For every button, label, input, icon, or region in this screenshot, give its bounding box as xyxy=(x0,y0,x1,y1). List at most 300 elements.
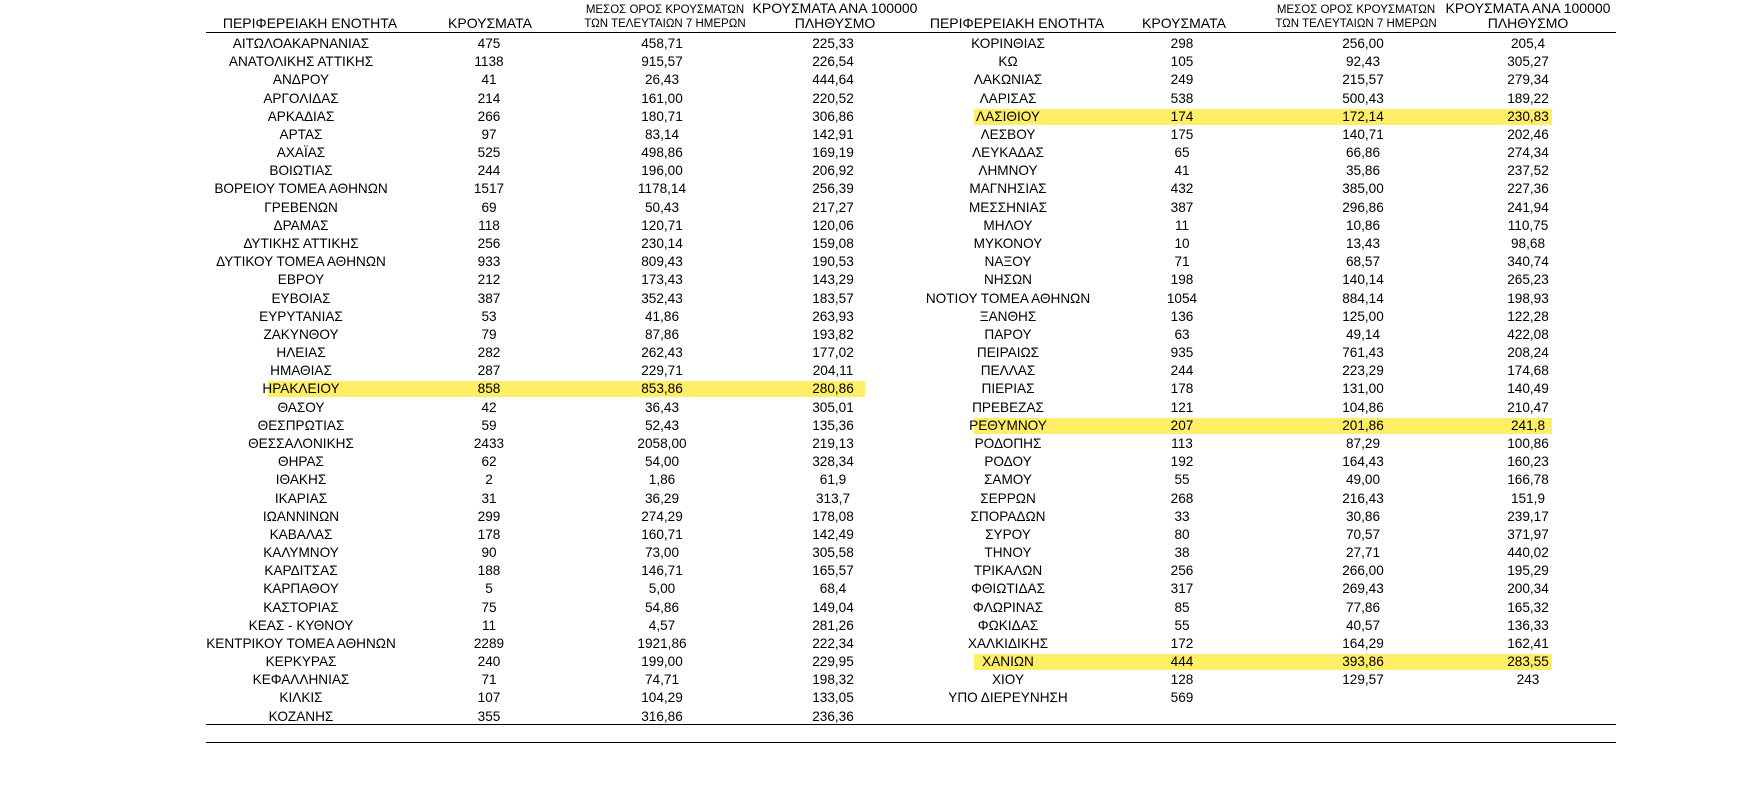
cell-avg7: 316,86 xyxy=(641,708,683,724)
cell-region: ΚΕΑΣ - ΚΥΘΝΟΥ xyxy=(248,617,354,633)
cell-region: ΞΑΝΘΗΣ xyxy=(979,308,1037,324)
cell-per100k: 237,52 xyxy=(1507,163,1549,179)
cell-cases: 53 xyxy=(481,308,497,324)
cell-cases: 71 xyxy=(1174,254,1190,270)
cell-avg7: 36,43 xyxy=(644,399,680,415)
cell-cases: 136 xyxy=(1170,308,1194,324)
cell-region: ΦΛΩΡΙΝΑΣ xyxy=(972,599,1044,615)
right-header-avg7-line1: ΜΕΣΟΣ ΟΡΟΣ ΚΡΟΥΣΜΑΤΩΝ xyxy=(1276,4,1436,16)
cell-per100k: 174,68 xyxy=(1507,363,1549,379)
cell-region: ΠΑΡΟΥ xyxy=(984,326,1032,342)
cell-per100k: 239,17 xyxy=(1507,508,1549,524)
cell-cases: 192 xyxy=(1170,454,1194,470)
cell-per100k: 198,93 xyxy=(1507,290,1549,306)
cell-region: ΛΕΥΚΑΔΑΣ xyxy=(972,145,1044,161)
cell-cases: 174 xyxy=(1170,108,1194,124)
cell-avg7: 129,57 xyxy=(1342,672,1384,688)
table-row xyxy=(0,53,1758,71)
cell-avg7: 180,71 xyxy=(641,108,683,124)
right-header-per100k-line1: ΚΡΟΥΣΜΑΤΑ ΑΝΑ 100000 xyxy=(1445,0,1611,16)
cell-region: ΛΑΡΙΣΑΣ xyxy=(979,90,1037,106)
cell-region: ΚΑΡΠΑΘΟΥ xyxy=(263,581,339,597)
left-header-per100k-line2: ΠΛΗΘΥΣΜΟ xyxy=(794,15,876,31)
cell-region: ΦΩΚΙΔΑΣ xyxy=(977,617,1039,633)
cell-cases: 212 xyxy=(477,272,501,288)
table-row xyxy=(0,326,1758,344)
cell-cases: 2433 xyxy=(473,435,505,451)
cell-per100k: 305,58 xyxy=(812,545,854,561)
cell-avg7: 256,00 xyxy=(1342,36,1384,51)
cell-avg7: 274,29 xyxy=(641,508,683,524)
cell-avg7: 266,00 xyxy=(1342,563,1384,579)
table-row xyxy=(0,71,1758,89)
cell-avg7: 2058,00 xyxy=(637,435,687,451)
cell-avg7: 352,43 xyxy=(641,290,683,306)
cell-cases: 107 xyxy=(477,690,501,706)
cell-region: ΔΥΤΙΚΟΥ ΤΟΜΕΑ ΑΘΗΝΩΝ xyxy=(216,254,386,270)
left-header-cases-text: ΚΡΟΥΣΜΑΤΑ xyxy=(448,15,532,31)
cell-per100k: 165,32 xyxy=(1507,599,1549,615)
right-header-region-text: ΠΕΡΙΦΕΡΕΙΑΚΗ ΕΝΟΤΗΤΑ xyxy=(929,15,1105,31)
cell-region: ΧΙΟΥ xyxy=(991,672,1025,688)
cell-region: ΚΟΡΙΝΘΙΑΣ xyxy=(971,36,1045,51)
cell-cases: 475 xyxy=(477,36,501,51)
table-row xyxy=(0,526,1758,544)
cell-per100k: 210,47 xyxy=(1507,399,1549,415)
cell-cases: 387 xyxy=(1170,199,1194,215)
cell-avg7: 458,71 xyxy=(641,36,683,51)
cell-avg7: 160,71 xyxy=(641,526,683,542)
cell-region: ΧΑΝΙΩΝ xyxy=(982,654,1034,670)
cell-avg7: 66,86 xyxy=(1345,145,1381,161)
cell-avg7: 87,86 xyxy=(644,326,680,342)
cell-avg7: 161,00 xyxy=(641,90,683,106)
cell-per100k: 135,36 xyxy=(812,417,854,433)
cell-region: ΑΡΓΟΛΙΔΑΣ xyxy=(263,90,339,106)
table-row xyxy=(0,308,1758,326)
cell-per100k: 230,83 xyxy=(1507,108,1549,124)
cell-per100k: 206,92 xyxy=(812,163,854,179)
table-row xyxy=(0,380,1758,398)
cell-cases: 105 xyxy=(1170,54,1194,70)
cell-cases: 118 xyxy=(478,217,500,233)
cell-per100k: 178,08 xyxy=(812,508,854,524)
cell-region: ΠΕΛΛΑΣ xyxy=(980,363,1036,379)
cell-cases: 525 xyxy=(477,145,501,161)
cell-region: ΝΑΞΟΥ xyxy=(984,254,1032,270)
table-row xyxy=(0,144,1758,162)
cell-avg7: 196,00 xyxy=(641,163,683,179)
cell-per100k: 217,27 xyxy=(812,199,854,215)
cell-per100k: 136,33 xyxy=(1507,617,1549,633)
cell-per100k: 444,64 xyxy=(812,72,854,88)
cell-region: ΑΝΔΡΟΥ xyxy=(272,72,330,88)
cell-per100k: 208,24 xyxy=(1507,345,1549,361)
right-header-per100k-line2: ΠΛΗΘΥΣΜΟ xyxy=(1487,15,1569,31)
cell-per100k: 243 xyxy=(1516,672,1540,688)
cell-per100k: 162,41 xyxy=(1507,635,1549,651)
cell-region: ΒΟΡΕΙΟΥ ΤΟΜΕΑ ΑΘΗΝΩΝ xyxy=(214,181,388,197)
cell-avg7: 223,29 xyxy=(1342,363,1384,379)
cell-avg7: 140,71 xyxy=(1342,126,1384,142)
table-row xyxy=(0,508,1758,526)
cell-avg7: 296,86 xyxy=(1342,199,1384,215)
cell-per100k xyxy=(1478,689,1578,707)
cell-region: ΤΗΝΟΥ xyxy=(984,545,1032,561)
cell-region: ΡΕΘΥΜΝΟΥ xyxy=(969,417,1047,433)
table-row xyxy=(0,180,1758,198)
cell-avg7: 761,43 xyxy=(1342,345,1384,361)
cell-cases: 175 xyxy=(1170,126,1194,142)
cell-avg7: 35,86 xyxy=(1345,163,1381,179)
cell-region: ΜΑΓΝΗΣΙΑΣ xyxy=(969,181,1047,197)
left-header-region-text: ΠΕΡΙΦΕΡΕΙΑΚΗ ΕΝΟΤΗΤΑ xyxy=(222,15,398,31)
cell-cases: 569 xyxy=(1170,690,1194,706)
cell-cases: 198 xyxy=(1170,272,1194,288)
cell-cases: 69 xyxy=(481,199,497,215)
cell-cases: 113 xyxy=(1171,435,1193,451)
cell-region: ΧΑΛΚΙΔΙΚΗΣ xyxy=(967,635,1049,651)
cell-per100k: 190,53 xyxy=(812,254,854,270)
cell-avg7: 1,86 xyxy=(648,472,676,488)
cell-region: ΘΑΣΟΥ xyxy=(277,399,325,415)
table-row xyxy=(0,90,1758,108)
cell-avg7: 77,86 xyxy=(1345,599,1381,615)
left-header-region xyxy=(210,16,410,31)
cell-region: ΛΑΣΙΘΙΟΥ xyxy=(976,108,1040,124)
cell-region: ΙΚΑΡΙΑΣ xyxy=(274,490,328,506)
cell-avg7: 36,29 xyxy=(644,490,680,506)
cell-per100k: 280,86 xyxy=(812,381,854,397)
cell-avg7: 884,14 xyxy=(1342,290,1384,306)
cell-region: ΠΕΙΡΑΙΩΣ xyxy=(976,345,1040,361)
cell-cases: 299 xyxy=(477,508,501,524)
cell-region: ΣΠΟΡΑΔΩΝ xyxy=(970,508,1046,524)
cell-region: ΡΟΔΟΠΗΣ xyxy=(974,435,1042,451)
cell-cases: 2 xyxy=(485,472,493,488)
cell-region: ΑΡΤΑΣ xyxy=(279,126,323,142)
cell-avg7: 500,43 xyxy=(1342,90,1384,106)
cell-region: ΥΠΟ ΔΙΕΡΕΥΝΗΣΗ xyxy=(948,690,1068,706)
cell-per100k: 226,54 xyxy=(812,54,854,70)
cell-cases: 256 xyxy=(477,235,501,251)
cell-per100k: 440,02 xyxy=(1507,545,1549,561)
cell-region: ΗΡΑΚΛΕΙΟΥ xyxy=(262,381,340,397)
cell-cases: 55 xyxy=(1174,472,1190,488)
cell-per100k: 227,36 xyxy=(1507,181,1549,197)
right-header-cases-text: ΚΡΟΥΣΜΑΤΑ xyxy=(1142,15,1226,31)
cell-region: ΝΟΤΙΟΥ ΤΟΜΕΑ ΑΘΗΝΩΝ xyxy=(925,290,1091,306)
cell-cases: 63 xyxy=(1174,326,1190,342)
cell-per100k: 241,8 xyxy=(1510,417,1546,433)
cell-cases: 538 xyxy=(1170,90,1194,106)
cell-avg7: 73,00 xyxy=(644,545,680,561)
table-row xyxy=(0,617,1758,635)
cell-avg7: 104,86 xyxy=(1342,399,1384,415)
cell-region: ΚΕΝΤΡΙΚΟΥ ΤΟΜΕΑ ΑΘΗΝΩΝ xyxy=(206,635,396,651)
cell-cases: 249 xyxy=(1170,72,1194,88)
cell-cases: 432 xyxy=(1170,181,1194,197)
cell-region: ΚΑΡΔΙΤΣΑΣ xyxy=(264,563,338,579)
cell-cases: 172 xyxy=(1170,635,1194,651)
cell-cases: 1517 xyxy=(473,181,505,197)
cell-avg7: 229,71 xyxy=(641,363,683,379)
cell-per100k: 149,04 xyxy=(812,599,854,615)
cell-avg7: 164,43 xyxy=(1342,454,1384,470)
cell-avg7: 83,14 xyxy=(644,126,680,142)
right-header-region xyxy=(917,16,1117,31)
cell-region: ΑΙΤΩΛΟΑΚΑΡΝΑΝΙΑΣ xyxy=(232,36,370,51)
cell-avg7: 50,43 xyxy=(644,199,680,215)
cell-cases: 65 xyxy=(1174,145,1190,161)
cell-avg7: 49,14 xyxy=(1345,326,1381,342)
right-header-cases xyxy=(1134,16,1234,31)
cell-avg7 xyxy=(1303,689,1423,707)
cell-cases: 188 xyxy=(477,563,501,579)
cell-avg7: 26,43 xyxy=(644,72,680,88)
cell-cases: 75 xyxy=(481,599,497,615)
cell-region: ΜΕΣΣΗΝΙΑΣ xyxy=(968,199,1048,215)
cell-cases: 71 xyxy=(481,672,497,688)
cell-cases: 244 xyxy=(477,163,501,179)
table-row xyxy=(0,399,1758,417)
cell-per100k: 279,34 xyxy=(1507,72,1549,88)
cell-cases: 11 xyxy=(481,617,497,633)
header-rule xyxy=(206,32,1616,33)
cell-per100k: 68,4 xyxy=(819,581,847,597)
cell-per100k: 220,52 xyxy=(812,90,854,106)
cell-region: ΚΑΒΑΛΑΣ xyxy=(269,526,333,542)
cell-per100k: 120,06 xyxy=(812,217,854,233)
cell-cases: 244 xyxy=(1170,363,1194,379)
cell-per100k: 241,94 xyxy=(1507,199,1549,215)
cell-avg7: 393,86 xyxy=(1342,654,1384,670)
cell-cases: 10 xyxy=(1174,235,1190,251)
cell-region: ΑΧΑΪΑΣ xyxy=(276,145,326,161)
right-header-avg7-line2: ΤΩΝ ΤΕΛΕΥΤΑΙΩΝ 7 ΗΜΕΡΩΝ xyxy=(1275,18,1437,30)
cell-per100k: 422,08 xyxy=(1507,326,1549,342)
cell-avg7: 230,14 xyxy=(641,235,683,251)
cell-region: ΡΟΔΟΥ xyxy=(984,454,1032,470)
cell-cases: 298 xyxy=(1170,36,1194,51)
cell-region: ΕΥΒΟΙΑΣ xyxy=(271,290,331,306)
cell-per100k: 236,36 xyxy=(812,708,854,724)
cell-region: ΚΕΦΑΛΛΗΝΙΑΣ xyxy=(252,672,350,688)
cell-per100k: 142,91 xyxy=(812,126,854,142)
cell-region: ΕΥΡΥΤΑΝΙΑΣ xyxy=(259,308,343,324)
cell-cases: 935 xyxy=(1170,345,1194,361)
cell-region: ΣΑΜΟΥ xyxy=(984,472,1032,488)
left-header-per100k-line1: ΚΡΟΥΣΜΑΤΑ ΑΝΑ 100000 xyxy=(752,0,918,16)
cell-region: ΣΥΡΟΥ xyxy=(985,526,1031,542)
cell-cases: 41 xyxy=(1174,163,1190,179)
cell-avg7: 54,86 xyxy=(644,599,680,615)
cell-avg7: 70,57 xyxy=(1345,526,1381,542)
cell-cases: 41 xyxy=(481,72,497,88)
cell-cases: 97 xyxy=(481,126,497,142)
cell-avg7: 68,57 xyxy=(1345,254,1381,270)
cell-avg7: 120,71 xyxy=(641,217,683,233)
cell-per100k: 281,26 xyxy=(812,617,854,633)
left-header-avg7-line1: ΜΕΣΟΣ ΟΡΟΣ ΚΡΟΥΣΜΑΤΩΝ xyxy=(585,4,745,16)
cell-region: ΠΙΕΡΙΑΣ xyxy=(981,381,1035,397)
cell-avg7: 87,29 xyxy=(1345,435,1381,451)
table-row xyxy=(0,580,1758,598)
cell-region: ΗΛΕΙΑΣ xyxy=(276,345,326,361)
cell-cases: 1138 xyxy=(474,54,504,70)
cell-avg7: 915,57 xyxy=(641,54,683,70)
cell-per100k: 177,02 xyxy=(812,345,854,361)
cell-per100k: 122,28 xyxy=(1507,308,1549,324)
table-row xyxy=(0,562,1758,580)
cell-region: ΠΡΕΒΕΖΑΣ xyxy=(972,399,1044,415)
cell-region: ΔΡΑΜΑΣ xyxy=(273,217,329,233)
cell-cases: 355 xyxy=(477,708,501,724)
cell-per100k: 100,86 xyxy=(1507,435,1549,451)
right-header-per100k xyxy=(1438,1,1618,31)
cell-per100k: 165,57 xyxy=(812,563,854,579)
table-row xyxy=(0,689,1758,707)
cell-avg7: 30,86 xyxy=(1345,508,1381,524)
cell-avg7: 809,43 xyxy=(641,254,683,270)
cell-avg7: 41,86 xyxy=(644,308,680,324)
cell-avg7: 54,00 xyxy=(644,454,680,470)
cell-region: ΑΡΚΑΔΙΑΣ xyxy=(267,108,335,124)
cell-region: ΕΒΡΟΥ xyxy=(277,272,325,288)
cell-region: ΚΑΛΥΜΝΟΥ xyxy=(263,545,339,561)
cell-cases: 38 xyxy=(1174,545,1190,561)
table-row xyxy=(0,490,1758,508)
cell-avg7: 172,14 xyxy=(1342,108,1384,124)
cell-avg7: 269,43 xyxy=(1342,581,1384,597)
cell-per100k: 195,29 xyxy=(1507,563,1549,579)
cell-per100k: 183,57 xyxy=(812,290,854,306)
cell-per100k: 159,08 xyxy=(812,235,854,251)
table-row xyxy=(0,217,1758,235)
cell-avg7: 201,86 xyxy=(1342,417,1384,433)
cell-per100k: 160,23 xyxy=(1507,454,1549,470)
table-row xyxy=(0,362,1758,380)
cell-region: ΚΑΣΤΟΡΙΑΣ xyxy=(263,599,339,615)
cell-per100k: 263,93 xyxy=(812,308,854,324)
table-row xyxy=(0,199,1758,217)
cell-cases: 282 xyxy=(477,345,501,361)
cell-avg7: 40,57 xyxy=(1345,617,1381,633)
cell-avg7: 498,86 xyxy=(641,145,683,161)
cell-cases: 240 xyxy=(477,654,501,670)
cell-per100k: 143,29 xyxy=(812,272,854,288)
table-row xyxy=(0,635,1758,653)
cell-cases: 387 xyxy=(477,290,501,306)
cell-per100k: 202,46 xyxy=(1507,126,1549,142)
cell-avg7: 385,00 xyxy=(1342,181,1384,197)
cell-avg7: 49,00 xyxy=(1345,472,1381,488)
cell-region: ΝΗΣΩΝ xyxy=(983,272,1033,288)
cell-cases: 33 xyxy=(1174,508,1190,524)
left-header-per100k xyxy=(745,1,925,31)
cell-cases: 317 xyxy=(1170,581,1194,597)
cell-cases: 5 xyxy=(485,581,493,597)
cell-per100k: 169,19 xyxy=(812,145,854,161)
cell-region: ΚΕΡΚΥΡΑΣ xyxy=(265,654,337,670)
table-row xyxy=(0,708,1758,726)
table-row xyxy=(0,126,1758,144)
cell-region: ΚΙΛΚΙΣ xyxy=(279,690,323,706)
cell-per100k: 225,33 xyxy=(812,36,854,51)
cell-region: ΣΕΡΡΩΝ xyxy=(980,490,1036,506)
left-header-avg7-line2: ΤΩΝ ΤΕΛΕΥΤΑΙΩΝ 7 ΗΜΕΡΩΝ xyxy=(584,18,746,30)
table-row xyxy=(0,471,1758,489)
cell-avg7: 131,00 xyxy=(1342,381,1384,397)
cell-cases: 268 xyxy=(1170,490,1194,506)
cell-region: ΤΡΙΚΑΛΩΝ xyxy=(973,563,1043,579)
cell-cases: 256 xyxy=(1170,563,1194,579)
cell-per100k: 61,9 xyxy=(819,472,847,488)
cell-per100k: 204,11 xyxy=(812,363,854,379)
cell-region: ΒΟΙΩΤΙΑΣ xyxy=(269,163,333,179)
cell-cases: 266 xyxy=(477,108,501,124)
cell-avg7: 13,43 xyxy=(1345,235,1381,251)
cell-avg7: 4,57 xyxy=(648,617,676,633)
cell-avg7: 1178,14 xyxy=(637,181,687,197)
table-row xyxy=(0,253,1758,271)
cell-cases: 287 xyxy=(477,363,501,379)
cell-per100k: 98,68 xyxy=(1510,235,1546,251)
cell-avg7: 853,86 xyxy=(641,381,683,397)
cell-region: ΘΕΣΣΑΛΟΝΙΚΗΣ xyxy=(248,435,354,451)
cell-region: ΚΟΖΑΝΗΣ xyxy=(268,708,334,724)
table-row xyxy=(0,290,1758,308)
cell-per100k: 222,34 xyxy=(812,635,854,651)
cell-avg7: 173,43 xyxy=(641,272,683,288)
cell-per100k: 110,75 xyxy=(1507,217,1549,233)
cell-cases: 1054 xyxy=(1166,290,1198,306)
cell-avg7: 10,86 xyxy=(1345,217,1381,233)
cell-per100k: 265,23 xyxy=(1507,272,1549,288)
cell-avg7: 92,43 xyxy=(1345,54,1381,70)
cell-per100k: 305,27 xyxy=(1507,54,1549,70)
table-row xyxy=(0,453,1758,471)
cell-per100k: 328,34 xyxy=(812,454,854,470)
cell-cases: 178 xyxy=(1170,381,1194,397)
cell-cases: 128 xyxy=(1170,672,1194,688)
cell-region: ΖΑΚΥΝΘΟΥ xyxy=(263,326,339,342)
cell-cases: 178 xyxy=(477,526,501,542)
table-row xyxy=(0,108,1758,126)
cell-avg7: 5,00 xyxy=(648,581,676,597)
table-row xyxy=(0,435,1758,453)
cell-cases: 80 xyxy=(1174,526,1190,542)
cell-avg7: 215,57 xyxy=(1342,72,1384,88)
cell-avg7: 74,71 xyxy=(644,672,680,688)
cell-avg7: 104,29 xyxy=(641,690,683,706)
table-row xyxy=(0,417,1758,435)
cell-cases: 11 xyxy=(1174,217,1190,233)
cell-per100k: 198,32 xyxy=(812,672,854,688)
cell-avg7: 125,00 xyxy=(1342,308,1384,324)
cell-cases: 121 xyxy=(1170,399,1194,415)
cell-cases: 55 xyxy=(1174,617,1190,633)
table-row xyxy=(0,544,1758,562)
table-row xyxy=(0,35,1758,53)
cell-region: ΦΘΙΩΤΙΔΑΣ xyxy=(971,581,1045,597)
cell-per100k: 189,22 xyxy=(1507,90,1549,106)
cell-per100k: 140,49 xyxy=(1507,381,1549,397)
table-row xyxy=(0,671,1758,689)
cell-per100k: 193,82 xyxy=(812,326,854,342)
cell-per100k: 340,74 xyxy=(1507,254,1549,270)
cell-avg7: 216,43 xyxy=(1342,490,1384,506)
